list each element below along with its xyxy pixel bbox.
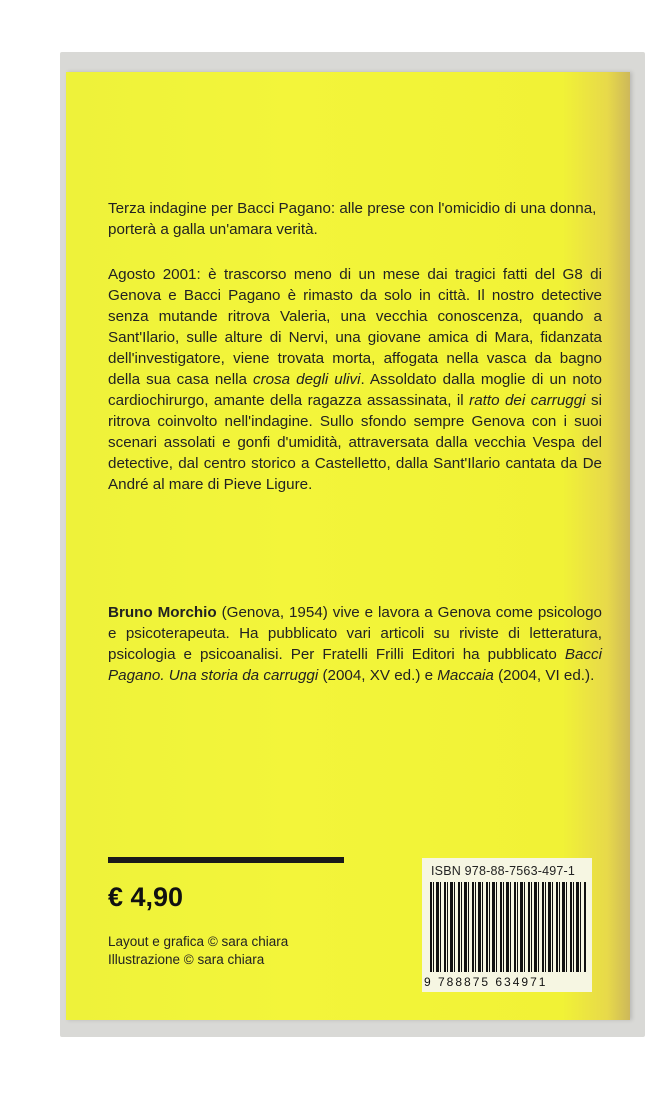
barcode-digits: 9 788875 634971: [424, 975, 548, 989]
author-name: Bruno Morchio: [108, 604, 217, 621]
author-part-2: (2004, XV ed.) e: [318, 667, 438, 684]
synopsis-text: [108, 264, 602, 495]
credit-layout: Layout e grafica © sara chiara: [108, 934, 289, 949]
blurb-text: [108, 198, 602, 240]
synopsis-part-2: . Assoldato dalla moglie di un noto cardiochirurgo, amante della ragazza assassinata, il: [108, 371, 602, 409]
author-italic-1: Bacci Pagano. Una storia da carruggi: [108, 646, 602, 684]
credits: [108, 933, 288, 969]
synopsis-part-3: si ritrova coinvolto nell'indagine. Sullo sfondo sempre Genova con i suoi scenari assolati e gonfi d'umidità, attraversata dalla vecchia Vespa del detective, dal centro storico a Castelletto, dalla Sant'Ilario cantata da De André al mare di Pieve Ligure.: [108, 392, 603, 493]
synopsis-italic-2: ratto dei carruggi: [469, 392, 586, 409]
author-part-1: (Genova, 1954) vive e lavora a Genova come psicologo e psicoterapeuta. Ha pubblicato vari articoli su riviste di letteratura, psicologia e psicoanalisi. Per Fratelli Frilli Editori ha pubblicato: [108, 604, 602, 663]
blurb: Terza indagine per Bacci Pagano: alle prese con l'omicidio di una donna, porterà a galla un'amara verità.: [108, 200, 597, 238]
divider-rule: [108, 857, 344, 863]
price: € 4,90: [108, 882, 184, 912]
author-italic-2: Maccaia: [437, 667, 494, 684]
synopsis-italic-1: crosa degli ulivi: [252, 371, 361, 388]
synopsis-part-1: Agosto 2001: è trascorso meno di un mese dai tragici fatti del G8 di Genova e Bacci Pagano è rimasto da solo in città. Il nostro detective senza mutande ritrova Valeria, una vecchia conoscenza, quando a Sant'Ilario, sulle alture di Nervi, una giovane amica di Mara, fidanzata dell'investigatore, viene trovata morta, affogata nella vasca da bagno della sua casa nella: [108, 266, 602, 388]
credit-illustration: Illustrazione © sara chiara: [108, 952, 265, 967]
author-part-3: (2004, VI ed.).: [493, 667, 595, 684]
author-bio: [108, 602, 602, 686]
isbn-label: ISBN 978-88-7563-497-1: [431, 864, 576, 878]
barcode: [430, 882, 586, 972]
